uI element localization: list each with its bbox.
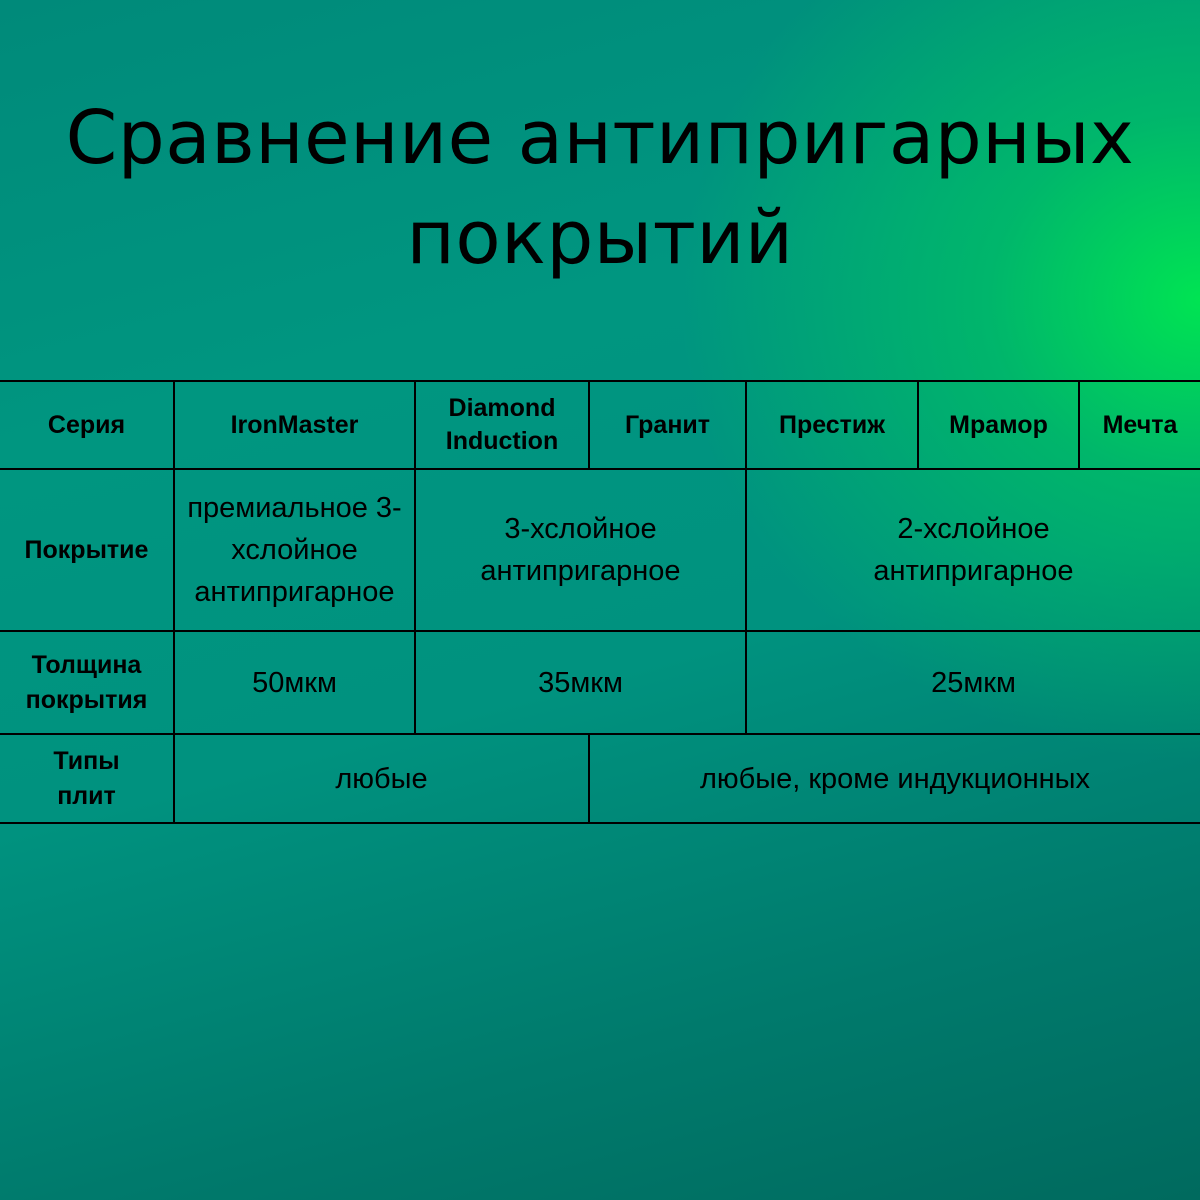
row-header-thickness: Толщина покрытия: [0, 632, 175, 735]
stove-types-others: любые, кроме индукционных: [590, 735, 1200, 824]
coating-prestizh-mramor-mechta: 2-хслойное антипригарное: [747, 470, 1200, 632]
coating-ironmaster: премиальное 3-хслойное антипригарное: [175, 470, 416, 632]
row-header-series: Серия: [0, 382, 175, 470]
series-header-diamond-induction: Diamond Induction: [416, 382, 590, 470]
series-header-mramor: Мрамор: [919, 382, 1080, 470]
thickness-diamond-granit: 35мкм: [416, 632, 747, 735]
series-header-granit: Гранит: [590, 382, 747, 470]
thickness-ironmaster: 50мкм: [175, 632, 416, 735]
thickness-prestizh-mramor-mechta: 25мкм: [747, 632, 1200, 735]
title-line-1: Сравнение антипригарных: [65, 95, 1135, 181]
coating-diamond-granit: 3-хслойное антипригарное: [416, 470, 747, 632]
stove-types-ironmaster-diamond: любые: [175, 735, 590, 824]
series-header-mechta: Мечта: [1080, 382, 1200, 470]
series-header-prestizh: Престиж: [747, 382, 919, 470]
row-header-stove-types: Типы плит: [0, 735, 175, 824]
title-line-2: покрытий: [406, 195, 794, 281]
series-header-ironmaster: IronMaster: [175, 382, 416, 470]
row-header-coating: Покрытие: [0, 470, 175, 632]
